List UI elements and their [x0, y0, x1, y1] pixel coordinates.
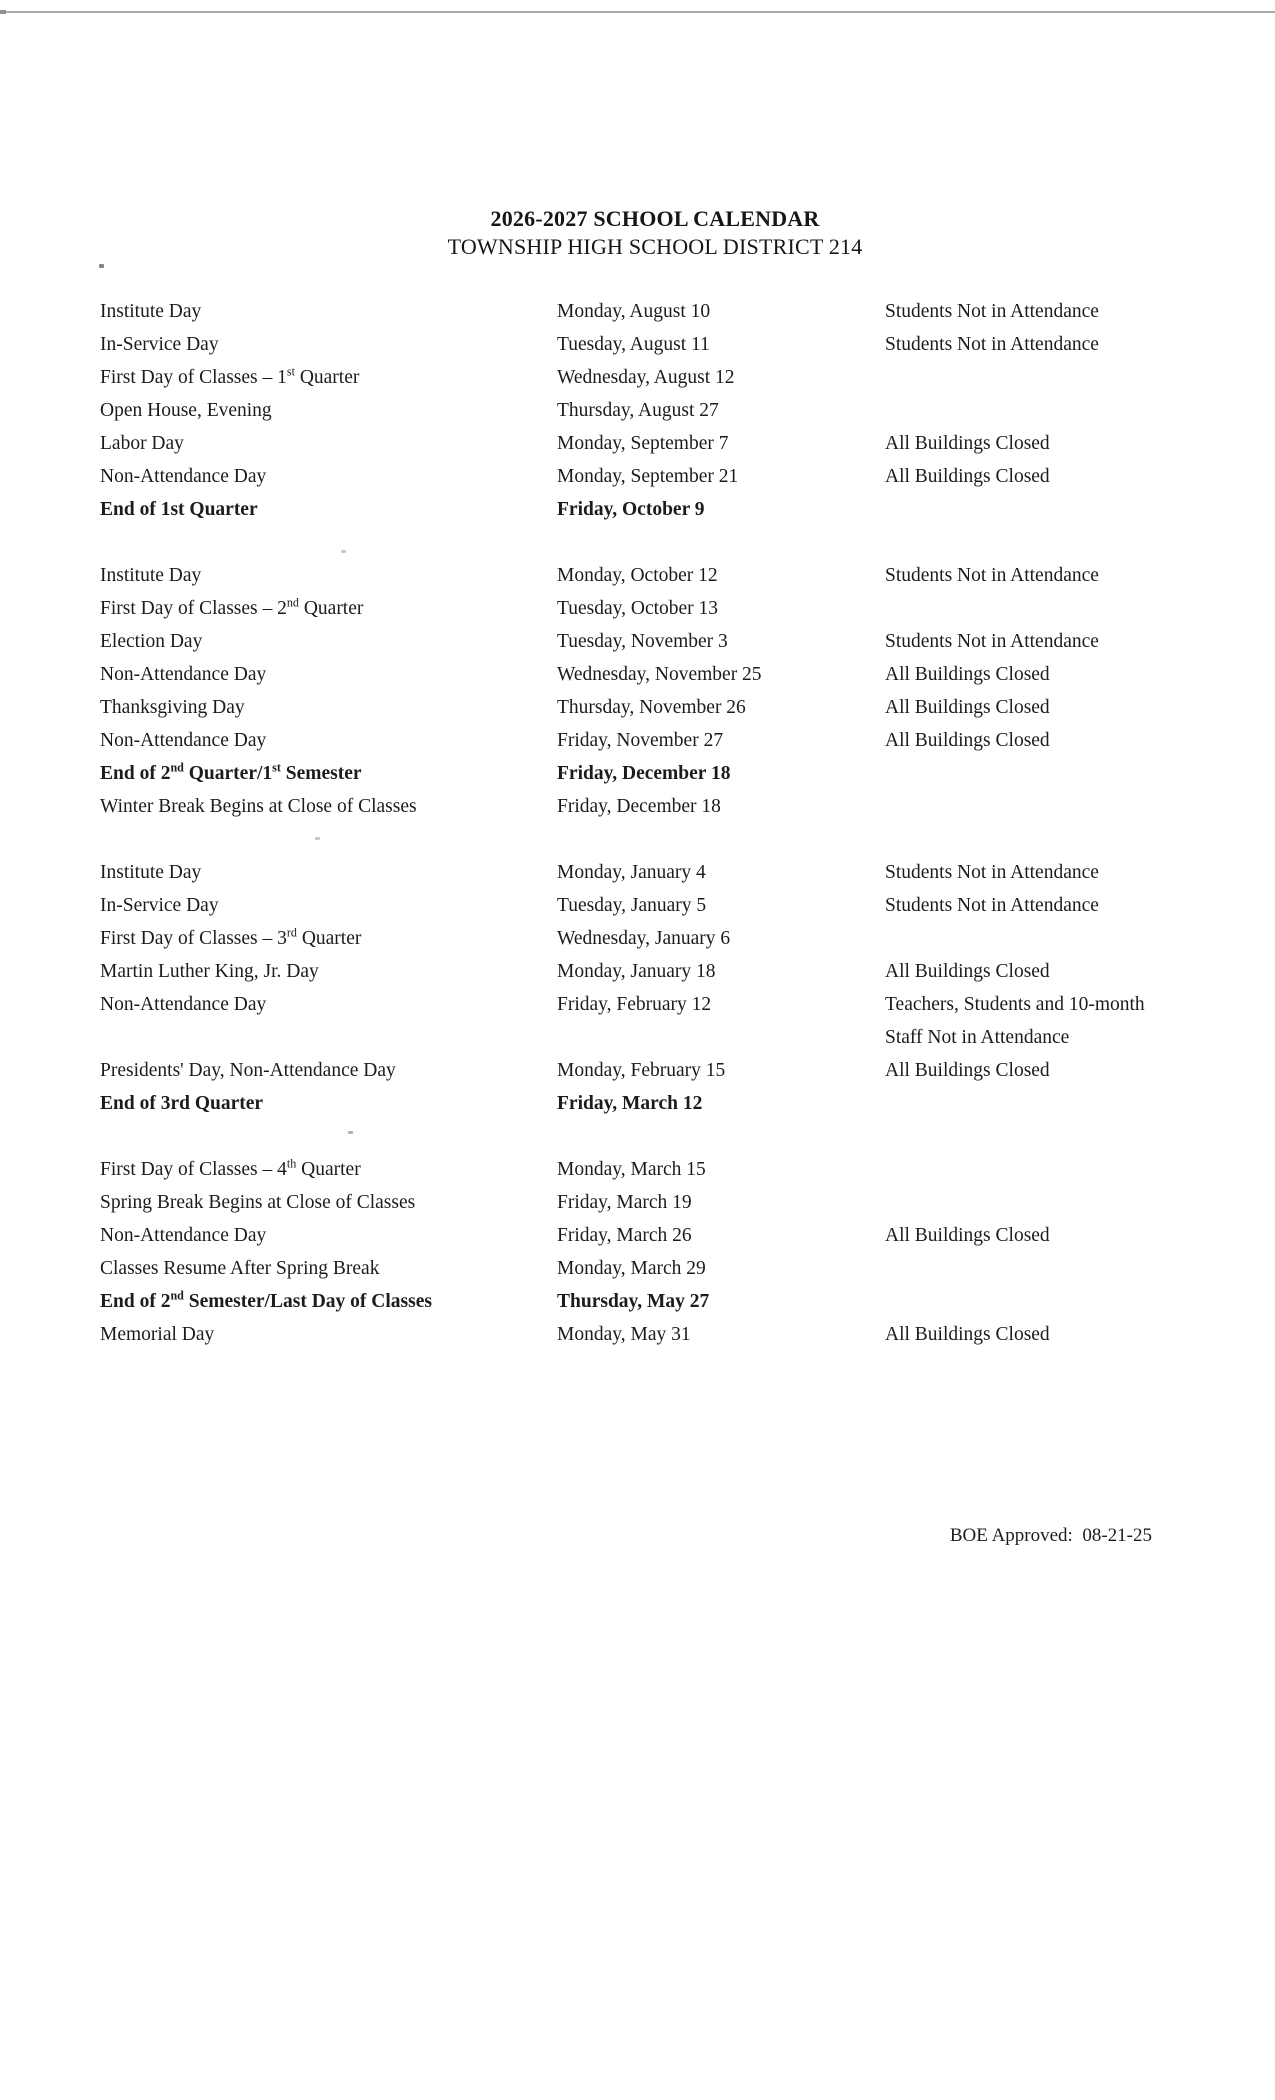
- calendar-row: [100, 1219, 1210, 1252]
- note-cell: [885, 757, 1177, 790]
- event-cell: [100, 955, 557, 988]
- ordinal-superscript: nd: [170, 760, 184, 775]
- date-cell: Monday, September 7: [557, 433, 729, 454]
- note-cell: Teachers, Students and 10-month Staff Not in Attendance: [885, 994, 1145, 1048]
- date-cell: Wednesday, January 6: [557, 928, 731, 949]
- event-cell: [100, 1219, 557, 1252]
- date-cell: Monday, February 15: [557, 1060, 726, 1081]
- event-cell: [100, 592, 557, 625]
- event-text: Non-Attendance Day: [100, 1225, 267, 1246]
- event-text: Quarter: [298, 598, 364, 619]
- calendar-row: [100, 625, 1210, 658]
- event-cell: [100, 1318, 557, 1351]
- note-cell: [885, 790, 1177, 823]
- note-cell: All Buildings Closed: [885, 466, 1050, 487]
- note-cell: [885, 1153, 1177, 1186]
- event-text: Spring Break Begins at Close of Classes: [100, 1192, 416, 1213]
- date-cell: Monday, August 10: [557, 301, 711, 322]
- event-cell: [100, 1186, 557, 1219]
- event-cell: [100, 559, 557, 592]
- event-text: In-Service Day: [100, 334, 219, 355]
- document-header: [100, 205, 1210, 261]
- calendar-block: [100, 1153, 1210, 1351]
- date-cell: Wednesday, November 25: [557, 664, 762, 685]
- note-cell: [885, 1252, 1177, 1285]
- date-cell: Friday, November 27: [557, 730, 724, 751]
- calendar-row: [100, 1186, 1210, 1219]
- calendar-row: [100, 394, 1210, 427]
- ordinal-superscript: st: [272, 760, 281, 775]
- event-cell: [100, 460, 557, 493]
- calendar-row: [100, 295, 1210, 328]
- calendar-row: [100, 856, 1210, 889]
- calendar-row: [100, 988, 1210, 1054]
- event-cell: [100, 295, 557, 328]
- calendar-block: [100, 559, 1210, 823]
- note-cell: All Buildings Closed: [885, 730, 1050, 751]
- note-cell: All Buildings Closed: [885, 664, 1050, 685]
- calendar-block: [100, 856, 1210, 1120]
- calendar-table: [100, 295, 1210, 1351]
- event-text: Semester/Last Day of Classes: [183, 1291, 432, 1312]
- date-cell: Tuesday, January 5: [557, 895, 707, 916]
- event-text: Non-Attendance Day: [100, 994, 267, 1015]
- date-cell: Friday, February 12: [557, 994, 712, 1015]
- note-cell: [885, 592, 1177, 625]
- event-cell: [100, 493, 557, 526]
- calendar-row: [100, 328, 1210, 361]
- note-cell: [885, 394, 1177, 427]
- note-cell: All Buildings Closed: [885, 1324, 1050, 1345]
- event-cell: [100, 757, 557, 790]
- boe-approval-note: BOE Approved: 08-21-25: [949, 1525, 1152, 1546]
- event-text: First Day of Classes – 1: [100, 367, 287, 388]
- event-cell: [100, 691, 557, 724]
- calendar-row: [100, 889, 1210, 922]
- event-text: Non-Attendance Day: [100, 664, 267, 685]
- calendar-row: [100, 1054, 1210, 1087]
- event-cell: [100, 1087, 557, 1120]
- stray-mark: [99, 264, 104, 268]
- note-cell: [885, 1285, 1177, 1318]
- note-cell: [885, 922, 1177, 955]
- event-text: End of 2: [100, 763, 171, 784]
- event-text: Non-Attendance Day: [100, 466, 267, 487]
- date-cell: Thursday, August 27: [557, 400, 719, 421]
- calendar-row: [100, 922, 1210, 955]
- event-text: First Day of Classes – 4: [100, 1159, 287, 1180]
- date-cell: Monday, May 31: [557, 1324, 691, 1345]
- event-text: Institute Day: [100, 301, 202, 322]
- calendar-row: [100, 427, 1210, 460]
- event-cell: [100, 1054, 557, 1087]
- calendar-row: [100, 955, 1210, 988]
- event-text: End of 1st Quarter: [100, 499, 258, 520]
- event-text: End of 3rd Quarter: [100, 1093, 264, 1114]
- date-cell: Tuesday, August 11: [557, 334, 710, 355]
- event-cell: [100, 1153, 557, 1186]
- event-cell: [100, 1285, 557, 1318]
- note-cell: Students Not in Attendance: [885, 301, 1099, 322]
- event-text: Classes Resume After Spring Break: [100, 1258, 380, 1279]
- event-cell: [100, 658, 557, 691]
- event-text: Institute Day: [100, 862, 202, 883]
- calendar-row: [100, 1087, 1210, 1120]
- event-cell: [100, 394, 557, 427]
- calendar-row: [100, 1252, 1210, 1285]
- date-cell: Friday, December 18: [557, 796, 721, 817]
- event-cell: [100, 988, 557, 1054]
- event-text: First Day of Classes – 3: [100, 928, 287, 949]
- calendar-row: [100, 757, 1210, 790]
- note-cell: All Buildings Closed: [885, 433, 1050, 454]
- event-text: End of 2: [100, 1291, 171, 1312]
- ordinal-superscript: rd: [286, 925, 297, 940]
- date-cell: Monday, January 4: [557, 862, 706, 883]
- calendar-document: [100, 205, 1210, 1546]
- page-subtitle: TOWNSHIP HIGH SCHOOL DISTRICT 214: [447, 234, 863, 259]
- date-cell: Monday, September 21: [557, 466, 739, 487]
- date-cell: Friday, March 26: [557, 1225, 692, 1246]
- note-cell: [885, 1087, 1177, 1120]
- calendar-row: [100, 361, 1210, 394]
- calendar-row: [100, 691, 1210, 724]
- event-cell: [100, 427, 557, 460]
- calendar-row: [100, 790, 1210, 823]
- page-top-border: [0, 11, 1275, 13]
- note-cell: Students Not in Attendance: [885, 631, 1099, 652]
- calendar-block: [100, 295, 1210, 526]
- date-cell: Friday, March 12: [557, 1093, 703, 1114]
- event-cell: [100, 625, 557, 658]
- calendar-row: [100, 1318, 1210, 1351]
- event-cell: [100, 328, 557, 361]
- event-text: Quarter: [296, 1159, 361, 1180]
- note-cell: Students Not in Attendance: [885, 565, 1099, 586]
- event-text: Labor Day: [100, 433, 184, 454]
- ordinal-superscript: nd: [286, 595, 299, 610]
- note-cell: [885, 1186, 1177, 1219]
- date-cell: Monday, March 15: [557, 1159, 706, 1180]
- event-text: Presidents' Day, Non-Attendance Day: [100, 1060, 396, 1081]
- note-cell: All Buildings Closed: [885, 1225, 1050, 1246]
- date-cell: Friday, October 9: [557, 499, 705, 520]
- page-title: 2026-2027 SCHOOL CALENDAR: [490, 206, 820, 231]
- note-cell: All Buildings Closed: [885, 1060, 1050, 1081]
- note-cell: [885, 493, 1177, 526]
- event-text: Thanksgiving Day: [100, 697, 245, 718]
- event-cell: [100, 724, 557, 757]
- note-cell: Students Not in Attendance: [885, 895, 1099, 916]
- note-cell: Students Not in Attendance: [885, 334, 1099, 355]
- date-cell: Friday, March 19: [557, 1192, 692, 1213]
- calendar-row: [100, 493, 1210, 526]
- stray-mark: [341, 550, 346, 553]
- date-cell: Friday, December 18: [557, 763, 731, 784]
- note-cell: All Buildings Closed: [885, 961, 1050, 982]
- stray-mark: [348, 1131, 353, 1134]
- event-cell: [100, 1252, 557, 1285]
- event-text: Open House, Evening: [100, 400, 272, 421]
- event-cell: [100, 361, 557, 394]
- event-cell: [100, 856, 557, 889]
- event-text: Quarter: [294, 367, 360, 388]
- calendar-row: [100, 460, 1210, 493]
- date-cell: Tuesday, October 13: [557, 598, 719, 619]
- event-text: Winter Break Begins at Close of Classes: [100, 796, 417, 817]
- date-cell: Tuesday, November 3: [557, 631, 728, 652]
- event-text: Martin Luther King, Jr. Day: [100, 961, 319, 982]
- event-text: Institute Day: [100, 565, 202, 586]
- ordinal-superscript: th: [286, 1156, 297, 1171]
- event-text: Semester: [280, 763, 362, 784]
- event-text: Non-Attendance Day: [100, 730, 267, 751]
- event-text: Quarter/1: [183, 763, 273, 784]
- event-cell: [100, 790, 557, 823]
- date-cell: Monday, October 12: [557, 565, 718, 586]
- date-cell: Thursday, November 26: [557, 697, 746, 718]
- date-cell: Wednesday, August 12: [557, 367, 735, 388]
- calendar-row: [100, 559, 1210, 592]
- page-top-border-nub: [0, 10, 6, 14]
- event-cell: [100, 889, 557, 922]
- event-cell: [100, 922, 557, 955]
- event-text: First Day of Classes – 2: [100, 598, 287, 619]
- date-cell: Monday, March 29: [557, 1258, 706, 1279]
- calendar-row: [100, 658, 1210, 691]
- event-text: Quarter: [296, 928, 362, 949]
- note-cell: All Buildings Closed: [885, 697, 1050, 718]
- calendar-row: [100, 724, 1210, 757]
- event-text: In-Service Day: [100, 895, 219, 916]
- calendar-row: [100, 1285, 1210, 1318]
- date-cell: Thursday, May 27: [557, 1291, 710, 1312]
- stray-mark: [315, 837, 320, 840]
- ordinal-superscript: st: [286, 364, 295, 379]
- note-cell: [885, 361, 1177, 394]
- date-cell: Monday, January 18: [557, 961, 716, 982]
- event-text: Election Day: [100, 631, 203, 652]
- ordinal-superscript: nd: [170, 1288, 184, 1303]
- calendar-row: [100, 1153, 1210, 1186]
- note-cell: Students Not in Attendance: [885, 862, 1099, 883]
- event-text: Memorial Day: [100, 1324, 215, 1345]
- calendar-row: [100, 592, 1210, 625]
